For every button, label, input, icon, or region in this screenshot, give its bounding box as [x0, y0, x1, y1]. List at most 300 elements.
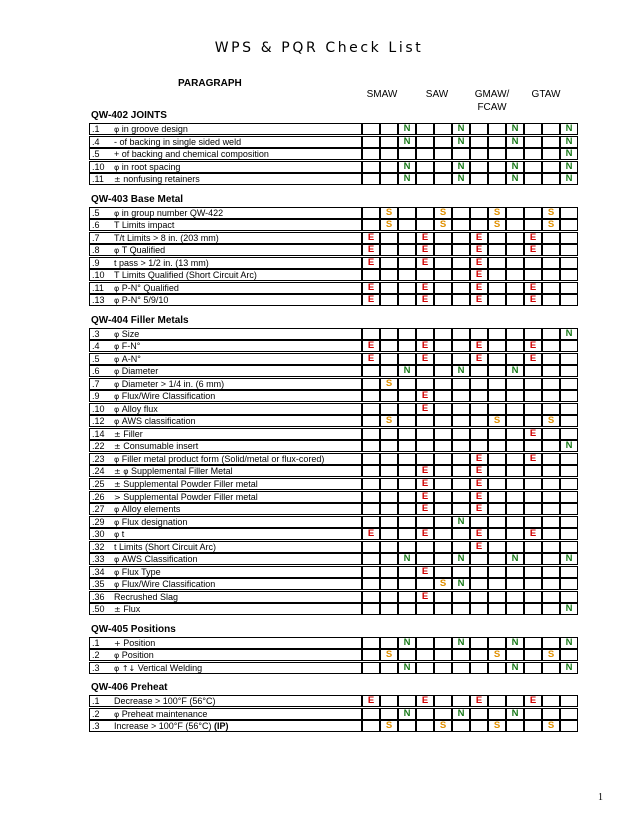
check-cell	[470, 123, 488, 135]
row-number: .1	[92, 696, 100, 706]
check-cell	[488, 528, 506, 540]
check-cell	[524, 708, 542, 720]
check-cell: E	[470, 269, 488, 281]
check-cell	[452, 453, 470, 465]
row-description	[89, 123, 362, 135]
check-cell	[506, 328, 524, 340]
check-cell	[488, 603, 506, 615]
row-text: Supplemental Powder Filler metal	[123, 492, 258, 502]
check-cell	[524, 378, 542, 390]
check-cell	[398, 503, 416, 515]
check-cell	[542, 294, 560, 306]
check-cell	[488, 465, 506, 477]
check-cell	[506, 720, 524, 732]
row-text: T/t Limits > 8 in. (203 mm)	[114, 233, 219, 243]
check-cell	[506, 541, 524, 553]
symbol: ±	[114, 480, 121, 489]
process-header-1: SMAW	[366, 89, 398, 100]
check-cell	[398, 269, 416, 281]
check-cell	[380, 328, 398, 340]
symbol: φ	[114, 555, 120, 564]
check-cell: N	[398, 123, 416, 135]
check-cell	[488, 453, 506, 465]
table-row	[89, 662, 575, 674]
row-description	[89, 440, 362, 452]
row-text: nonfusing retainers	[123, 174, 200, 184]
check-cell	[506, 148, 524, 160]
check-cell: E	[362, 353, 380, 365]
check-cell	[560, 378, 578, 390]
check-cell	[542, 453, 560, 465]
table-row	[89, 603, 575, 615]
check-cell	[416, 603, 434, 615]
check-cell	[488, 173, 506, 185]
row-description	[89, 478, 362, 490]
check-cell	[488, 257, 506, 269]
row-description	[89, 161, 362, 173]
row-number: .7	[92, 379, 100, 389]
check-cell	[524, 541, 542, 553]
check-cell	[434, 294, 452, 306]
check-cell	[488, 136, 506, 148]
check-cell: S	[380, 207, 398, 219]
check-cell	[434, 428, 452, 440]
check-cell	[416, 219, 434, 231]
row-number: .3	[92, 721, 100, 731]
check-cell	[434, 340, 452, 352]
row-text: AWS Classification	[121, 554, 198, 564]
check-cell: S	[542, 720, 560, 732]
symbol: ± φ	[114, 467, 129, 476]
process-header-4: GTAW	[531, 89, 561, 100]
check-cell	[380, 591, 398, 603]
check-cell	[398, 578, 416, 590]
row-number: .11	[92, 283, 104, 293]
check-cell	[524, 123, 542, 135]
check-cell	[542, 403, 560, 415]
row-text: T Limits Qualified (Short Circuit Arc)	[114, 270, 257, 280]
process-header-3: GMAW/ FCAW	[474, 89, 510, 113]
check-cell	[506, 591, 524, 603]
table-row	[89, 207, 575, 219]
row-text: Position	[121, 650, 154, 660]
table-row	[89, 541, 575, 553]
row-description	[89, 465, 362, 477]
check-cell	[416, 516, 434, 528]
check-cell: S	[380, 649, 398, 661]
check-cell: E	[470, 453, 488, 465]
check-cell	[524, 173, 542, 185]
check-cell	[416, 662, 434, 674]
check-cell	[542, 528, 560, 540]
check-cell	[560, 415, 578, 427]
check-cell	[506, 503, 524, 515]
check-cell: S	[380, 378, 398, 390]
check-cell	[434, 649, 452, 661]
check-cell	[560, 566, 578, 578]
symbol: φ	[114, 530, 120, 539]
check-cell	[488, 566, 506, 578]
check-cell	[452, 528, 470, 540]
check-cell	[434, 232, 452, 244]
check-cell	[506, 244, 524, 256]
check-cell	[524, 440, 542, 452]
check-cell: E	[524, 282, 542, 294]
check-cell	[560, 453, 578, 465]
check-cell: N	[452, 173, 470, 185]
check-cell	[416, 428, 434, 440]
check-cell	[488, 282, 506, 294]
row-description	[89, 365, 362, 377]
row-text: Vertical Welding	[137, 663, 203, 673]
check-cell: E	[416, 294, 434, 306]
check-cell	[524, 465, 542, 477]
check-cell: E	[362, 695, 380, 707]
row-number: .14	[92, 429, 105, 439]
check-cell	[560, 491, 578, 503]
check-cell	[488, 148, 506, 160]
check-cell	[488, 340, 506, 352]
row-number: .23	[92, 454, 105, 464]
check-cell	[560, 257, 578, 269]
check-cell	[488, 123, 506, 135]
check-cell	[488, 269, 506, 281]
check-cell	[434, 123, 452, 135]
check-cell	[362, 662, 380, 674]
check-cell	[542, 637, 560, 649]
check-cell	[488, 591, 506, 603]
row-description	[89, 516, 362, 528]
check-cell	[380, 708, 398, 720]
row-text: Alloy elements	[121, 504, 181, 514]
check-cell: E	[524, 528, 542, 540]
check-cell	[542, 136, 560, 148]
row-number: .22	[92, 441, 105, 451]
check-cell	[362, 403, 380, 415]
row-text: T Limits impact	[114, 220, 175, 230]
check-cell: N	[506, 365, 524, 377]
row-text: Flux/Wire Classification	[121, 579, 216, 589]
check-cell: S	[488, 207, 506, 219]
check-cell	[524, 478, 542, 490]
check-cell	[542, 244, 560, 256]
check-cell	[506, 453, 524, 465]
check-cell	[524, 390, 542, 402]
check-cell: E	[362, 294, 380, 306]
check-cell	[452, 269, 470, 281]
check-cell: N	[452, 516, 470, 528]
check-cell	[506, 465, 524, 477]
check-cell	[452, 353, 470, 365]
check-cell	[362, 440, 380, 452]
check-cell	[434, 257, 452, 269]
table-row	[89, 136, 575, 148]
check-cell	[380, 478, 398, 490]
row-number: .1	[92, 124, 100, 134]
check-cell	[398, 453, 416, 465]
check-cell	[362, 708, 380, 720]
check-cell: N	[560, 136, 578, 148]
check-cell	[542, 578, 560, 590]
check-cell	[380, 637, 398, 649]
check-cell	[362, 503, 380, 515]
row-description	[89, 453, 362, 465]
check-cell	[452, 328, 470, 340]
check-cell	[524, 136, 542, 148]
row-number: .9	[92, 258, 100, 268]
check-cell	[362, 269, 380, 281]
check-cell	[398, 403, 416, 415]
table-row	[89, 516, 575, 528]
check-cell	[362, 219, 380, 231]
check-cell: N	[560, 637, 578, 649]
check-cell	[506, 478, 524, 490]
row-number: .13	[92, 295, 105, 305]
check-cell	[452, 219, 470, 231]
check-cell	[380, 136, 398, 148]
check-cell: N	[398, 708, 416, 720]
row-description	[89, 148, 362, 160]
check-cell: N	[560, 123, 578, 135]
check-cell	[542, 161, 560, 173]
check-cell	[362, 649, 380, 661]
check-cell: S	[488, 649, 506, 661]
check-cell	[506, 428, 524, 440]
check-cell	[470, 637, 488, 649]
check-cell: N	[506, 161, 524, 173]
check-cell	[470, 649, 488, 661]
check-cell: E	[416, 528, 434, 540]
check-cell	[380, 516, 398, 528]
check-cell: S	[434, 720, 452, 732]
check-cell	[434, 528, 452, 540]
check-cell: N	[506, 708, 524, 720]
check-cell	[560, 244, 578, 256]
check-cell	[398, 528, 416, 540]
check-cell: E	[362, 340, 380, 352]
check-cell: S	[380, 219, 398, 231]
check-cell	[488, 695, 506, 707]
check-cell: E	[470, 353, 488, 365]
row-number: .11	[92, 174, 104, 184]
check-cell	[362, 123, 380, 135]
row-description	[89, 695, 362, 707]
check-cell	[488, 353, 506, 365]
symbol: φ	[114, 342, 120, 351]
check-cell	[506, 353, 524, 365]
table-row	[89, 465, 575, 477]
row-text: T Qualified	[121, 245, 166, 255]
check-cell	[452, 662, 470, 674]
check-cell	[488, 541, 506, 553]
check-cell: E	[470, 503, 488, 515]
check-cell	[470, 428, 488, 440]
row-number: .33	[92, 554, 105, 564]
check-cell	[362, 136, 380, 148]
check-cell	[560, 428, 578, 440]
check-cell	[542, 148, 560, 160]
check-cell	[362, 720, 380, 732]
check-cell: N	[398, 637, 416, 649]
check-cell	[542, 428, 560, 440]
check-cell: S	[380, 415, 398, 427]
check-cell	[470, 440, 488, 452]
table-row	[89, 294, 575, 306]
check-cell	[560, 232, 578, 244]
check-cell	[398, 491, 416, 503]
symbol: φ	[114, 246, 120, 255]
row-text: P-N° 5/9/10	[121, 295, 169, 305]
check-cell	[470, 578, 488, 590]
check-cell: N	[398, 173, 416, 185]
check-cell	[560, 591, 578, 603]
check-cell	[524, 207, 542, 219]
check-cell	[542, 478, 560, 490]
check-cell	[560, 465, 578, 477]
check-cell	[524, 662, 542, 674]
row-description	[89, 649, 362, 661]
row-description	[89, 294, 362, 306]
check-cell: E	[416, 390, 434, 402]
check-cell	[506, 695, 524, 707]
check-cell	[398, 294, 416, 306]
check-cell	[416, 173, 434, 185]
check-cell	[470, 603, 488, 615]
check-cell	[542, 328, 560, 340]
symbol: φ	[114, 505, 120, 514]
check-cell: E	[416, 403, 434, 415]
check-cell: N	[560, 603, 578, 615]
paragraph-label: PARAGRAPH	[178, 78, 242, 89]
check-cell	[416, 161, 434, 173]
check-cell	[524, 161, 542, 173]
check-cell: E	[524, 428, 542, 440]
check-cell	[542, 553, 560, 565]
row-description	[89, 232, 362, 244]
check-cell	[416, 148, 434, 160]
check-cell	[452, 390, 470, 402]
check-cell	[416, 578, 434, 590]
symbol: φ	[114, 296, 120, 305]
check-cell	[488, 428, 506, 440]
row-text: Flux/Wire Classification	[121, 391, 216, 401]
check-cell	[434, 440, 452, 452]
row-text: Flux designation	[121, 517, 188, 527]
check-cell	[380, 453, 398, 465]
check-cell	[452, 440, 470, 452]
row-description	[89, 566, 362, 578]
check-cell	[506, 207, 524, 219]
check-cell: N	[506, 173, 524, 185]
row-description	[89, 503, 362, 515]
row-description	[89, 136, 362, 148]
table-row	[89, 428, 575, 440]
check-cell	[416, 207, 434, 219]
check-cell	[488, 637, 506, 649]
section-heading: QW-405 Positions	[91, 623, 176, 635]
row-number: .2	[92, 650, 100, 660]
check-cell: N	[398, 553, 416, 565]
check-cell	[488, 161, 506, 173]
check-cell	[380, 282, 398, 294]
check-cell	[380, 123, 398, 135]
check-cell: N	[452, 553, 470, 565]
check-cell: S	[434, 578, 452, 590]
check-cell	[470, 403, 488, 415]
check-cell	[488, 390, 506, 402]
row-text: A-N°	[121, 354, 141, 364]
row-number: .3	[92, 663, 100, 673]
row-description	[89, 637, 362, 649]
check-cell	[506, 269, 524, 281]
check-cell	[560, 720, 578, 732]
check-cell	[452, 294, 470, 306]
row-number: .1	[92, 638, 100, 648]
check-cell	[380, 244, 398, 256]
check-cell: E	[470, 282, 488, 294]
table-row	[89, 365, 575, 377]
check-cell	[398, 465, 416, 477]
symbol: φ	[114, 284, 120, 293]
check-cell	[380, 173, 398, 185]
check-cell	[560, 649, 578, 661]
check-cell: E	[362, 244, 380, 256]
row-number: .8	[92, 245, 100, 255]
check-cell	[362, 161, 380, 173]
check-cell	[362, 328, 380, 340]
check-cell: E	[470, 232, 488, 244]
check-cell: S	[488, 720, 506, 732]
check-cell	[488, 553, 506, 565]
symbol: φ	[114, 518, 120, 527]
check-cell	[380, 257, 398, 269]
check-cell: E	[524, 340, 542, 352]
symbol: φ	[114, 405, 120, 414]
check-cell: E	[470, 541, 488, 553]
check-cell	[524, 503, 542, 515]
check-cell	[560, 541, 578, 553]
check-cell	[434, 541, 452, 553]
check-cell	[362, 603, 380, 615]
row-text: AWS classification	[121, 416, 196, 426]
symbol: φ	[114, 125, 120, 134]
symbol: φ ↑↓	[114, 664, 136, 673]
check-cell	[362, 566, 380, 578]
check-cell	[362, 491, 380, 503]
check-cell: N	[398, 136, 416, 148]
check-cell	[542, 390, 560, 402]
check-cell	[470, 148, 488, 160]
check-cell: S	[542, 219, 560, 231]
check-cell	[416, 415, 434, 427]
check-cell	[506, 390, 524, 402]
check-cell	[362, 591, 380, 603]
check-cell: E	[416, 591, 434, 603]
check-cell: N	[452, 161, 470, 173]
check-cell	[452, 428, 470, 440]
check-cell	[380, 353, 398, 365]
table-row	[89, 591, 575, 603]
page-number: 1	[598, 792, 603, 803]
table-row	[89, 328, 575, 340]
row-description	[89, 219, 362, 231]
check-cell: E	[470, 465, 488, 477]
check-cell	[452, 695, 470, 707]
check-cell: N	[560, 173, 578, 185]
check-cell	[560, 578, 578, 590]
check-cell: N	[506, 662, 524, 674]
check-cell	[488, 328, 506, 340]
